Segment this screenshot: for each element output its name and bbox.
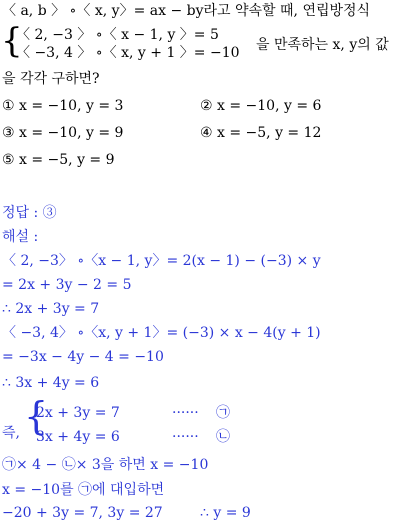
solution-system-equation-1: 2x + 3y = 7 <box>36 405 120 421</box>
solution-line: 〈 −3, 4〉 ∘〈x, y + 1〉= (−3) × x − 4(y + 1) <box>2 325 321 341</box>
option-2[interactable]: ② x = −10, y = 6 <box>200 98 322 114</box>
solution-system-brace: { <box>24 394 49 438</box>
question-prompt: 을 각각 구하면? <box>2 71 100 87</box>
equation-mark: ㉡ <box>216 429 230 445</box>
equation-mark: ㉠ <box>216 405 230 421</box>
question-condition: 을 만족하는 x, y의 값 <box>256 37 389 53</box>
solution-line: = 2x + 3y − 2 = 5 <box>2 277 132 293</box>
solution-label: 해설 : <box>2 229 39 245</box>
solution-line: 〈 2, −3〉 ∘〈x − 1, y〉= 2(x − 1) − (−3) × y <box>2 253 321 269</box>
system-dots: ······ <box>172 429 199 445</box>
option-5[interactable]: ⑤ x = −5, y = 9 <box>2 152 115 168</box>
system-equation-1: 〈 2, −3 〉 ∘〈 x − 1, y 〉= 5 <box>16 27 219 43</box>
solution-line: ∴ 2x + 3y = 7 <box>2 301 100 317</box>
system-equation-2: 〈 −3, 4 〉 ∘〈 x, y + 1 〉= −10 <box>16 45 240 61</box>
system-brace: { <box>1 21 23 61</box>
solution-conclusion: ∴ y = 9 <box>200 505 251 521</box>
answer-label: 정답 : ③ <box>2 205 57 221</box>
solution-line: ∴ 3x + 4y = 6 <box>2 375 100 391</box>
option-1[interactable]: ① x = −10, y = 3 <box>2 98 124 114</box>
solution-line: x = −10를 ㉠에 대입하면 <box>2 482 165 498</box>
question-intro: 〈 a, b 〉 ∘〈 x, y〉= ax − by라고 약속할 때, 연립방정식 <box>2 3 371 19</box>
system-dots: ······ <box>172 405 199 421</box>
solution-line: ㉠× 4 − ㉡× 3을 하면 x = −10 <box>2 457 209 473</box>
solution-line: −20 + 3y = 7, 3y = 27 <box>2 505 163 521</box>
option-3[interactable]: ③ x = −10, y = 9 <box>2 125 124 141</box>
option-4[interactable]: ④ x = −5, y = 12 <box>200 125 322 141</box>
system-prefix: 즉, <box>2 425 20 441</box>
solution-line: = −3x − 4y − 4 = −10 <box>2 349 164 365</box>
solution-system-equation-2: 3x + 4y = 6 <box>36 429 120 445</box>
